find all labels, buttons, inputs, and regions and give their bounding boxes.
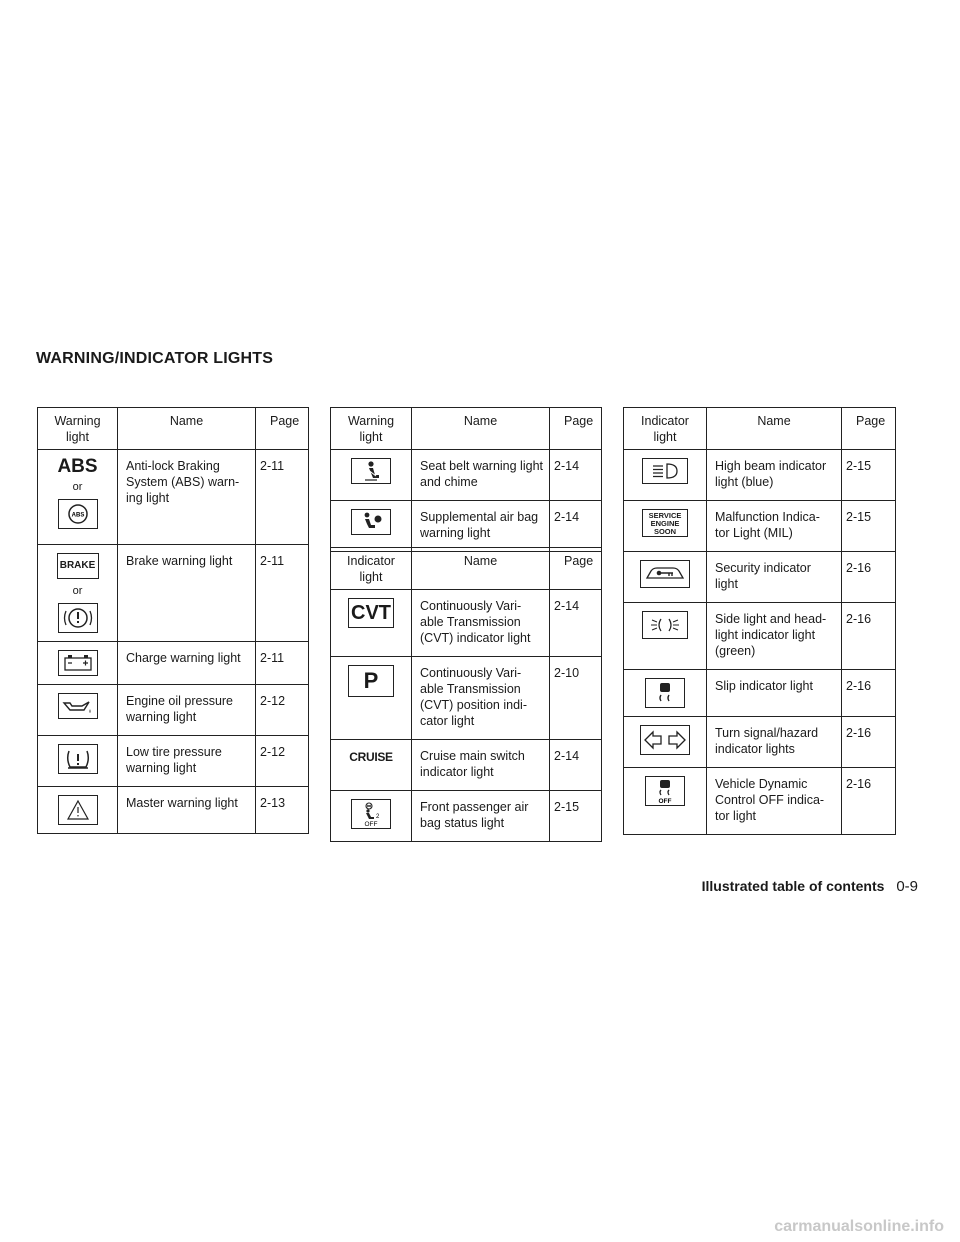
cruise-icon: CRUISE — [349, 750, 393, 765]
table-row — [624, 552, 896, 603]
table-row — [38, 787, 309, 834]
light-name: Brake warning light — [118, 545, 256, 642]
header-name: Name — [412, 408, 550, 450]
table-row — [38, 642, 309, 685]
light-name: Turn signal/hazard indicator lights — [707, 717, 842, 768]
warning-lights-table-2 — [330, 407, 602, 552]
page-ref: 2-14 — [550, 501, 602, 552]
header-warning-light: Warning light — [38, 408, 118, 450]
footer-page-number: 0-9 — [896, 878, 918, 895]
page-ref: 2-16 — [842, 768, 896, 835]
seat-belt-icon — [351, 458, 391, 484]
footer-title: Illustrated table of contents — [701, 878, 885, 894]
section-title: WARNING/INDICATOR LIGHTS — [36, 350, 274, 367]
warning-lights-table-1 — [37, 407, 309, 834]
page-ref: 2-11 — [256, 450, 309, 545]
indicator-lights-table-2 — [330, 547, 602, 842]
park-icon: P — [348, 665, 394, 697]
table-row — [331, 450, 602, 501]
page-ref: 2-11 — [256, 545, 309, 642]
page-ref: 2-12 — [256, 685, 309, 736]
light-name: Engine oil pressure warning light — [118, 685, 256, 736]
light-name: Master warning light — [118, 787, 256, 834]
light-name: Security indicator light — [707, 552, 842, 603]
slip-icon — [645, 678, 685, 708]
header-page: Page — [256, 408, 309, 450]
brake-icon: BRAKE — [57, 553, 99, 579]
light-name: High beam indicator light (blue) — [707, 450, 842, 501]
table-header-row — [38, 408, 309, 450]
page-ref: 2-15 — [842, 450, 896, 501]
header-name: Name — [412, 548, 550, 590]
svg-text:OFF: OFF — [658, 798, 672, 805]
light-name: Continuously Vari- able Transmission (CVT) position indi- cator light — [412, 657, 550, 740]
page-ref: 2-11 — [256, 642, 309, 685]
page-ref: 2-16 — [842, 603, 896, 670]
table-row — [38, 545, 309, 642]
light-name: Anti-lock Braking System (ABS) warn- ing light — [118, 450, 256, 545]
page-ref: 2-15 — [842, 501, 896, 552]
table-row — [624, 717, 896, 768]
page-footer — [702, 878, 918, 895]
table-row — [38, 685, 309, 736]
cvt-icon: CVT — [348, 598, 394, 628]
svg-text:2: 2 — [376, 814, 380, 820]
light-name: Charge warning light — [118, 642, 256, 685]
table-row — [624, 670, 896, 717]
page-ref: 2-10 — [550, 657, 602, 740]
page-ref: 2-15 — [550, 791, 602, 842]
or-label: or — [72, 481, 83, 494]
table-row — [38, 450, 309, 545]
table-row — [624, 450, 896, 501]
light-name: Continuously Vari- able Transmission (CVT) indicator light — [412, 590, 550, 657]
passenger-airbag-off-icon — [351, 799, 391, 829]
header-page: Page — [842, 408, 896, 450]
battery-icon — [58, 650, 98, 676]
light-name: Seat belt warning light and chime — [412, 450, 550, 501]
service-engine-soon-icon: SERVICE ENGINE SOON — [642, 509, 688, 537]
tire-pressure-icon — [58, 744, 98, 774]
page-ref: 2-14 — [550, 590, 602, 657]
light-name: Side light and head- light indicator light (green) — [707, 603, 842, 670]
page-ref: 2-16 — [842, 552, 896, 603]
table-row — [624, 501, 896, 552]
light-name: Malfunction Indica- tor Light (MIL) — [707, 501, 842, 552]
high-beam-icon — [642, 458, 688, 484]
header-indicator-light: Indicator light — [624, 408, 707, 450]
light-name: Front passenger air bag status light — [412, 791, 550, 842]
watermark: carmanualsonline.info — [774, 1218, 944, 1235]
table-row — [624, 768, 896, 835]
svg-text:OFF: OFF — [364, 821, 378, 828]
security-car-icon — [640, 560, 690, 588]
table-header-row — [331, 408, 602, 450]
airbag-icon — [351, 509, 391, 535]
indicator-lights-table-3 — [623, 407, 896, 835]
page-ref: 2-14 — [550, 450, 602, 501]
header-name: Name — [118, 408, 256, 450]
table-row — [331, 590, 602, 657]
side-headlight-icon — [642, 611, 688, 639]
abs-icon: ABS — [57, 456, 98, 478]
table-row — [331, 657, 602, 740]
light-name: Slip indicator light — [707, 670, 842, 717]
master-warning-icon — [58, 795, 98, 825]
light-name: Supplemental air bag warning light — [412, 501, 550, 552]
abs-circle-icon — [58, 499, 98, 529]
brake-circle-icon — [58, 603, 98, 633]
turn-signal-icon — [640, 725, 690, 755]
page-ref: 2-16 — [842, 670, 896, 717]
table-header-row — [331, 548, 602, 590]
or-label: or — [72, 585, 83, 597]
header-page: Page — [550, 408, 602, 450]
page-ref: 2-16 — [842, 717, 896, 768]
oil-can-icon — [58, 693, 98, 719]
page-ref: 2-14 — [550, 740, 602, 791]
table-header-row — [624, 408, 896, 450]
light-name: Cruise main switch indicator light — [412, 740, 550, 791]
table-row — [331, 791, 602, 842]
header-name: Name — [707, 408, 842, 450]
table-row — [331, 740, 602, 791]
header-indicator-light: Indicator light — [331, 548, 412, 590]
header-warning-light: Warning light — [331, 408, 412, 450]
light-name: Low tire pressure warning light — [118, 736, 256, 787]
header-page: Page — [550, 548, 602, 590]
table-row — [624, 603, 896, 670]
svg-text:ABS: ABS — [71, 512, 84, 519]
page-ref: 2-12 — [256, 736, 309, 787]
table-row — [38, 736, 309, 787]
table-row — [331, 501, 602, 552]
light-name: Vehicle Dynamic Control OFF indica- tor light — [707, 768, 842, 835]
vdc-off-icon — [645, 776, 685, 806]
page-ref: 2-13 — [256, 787, 309, 834]
